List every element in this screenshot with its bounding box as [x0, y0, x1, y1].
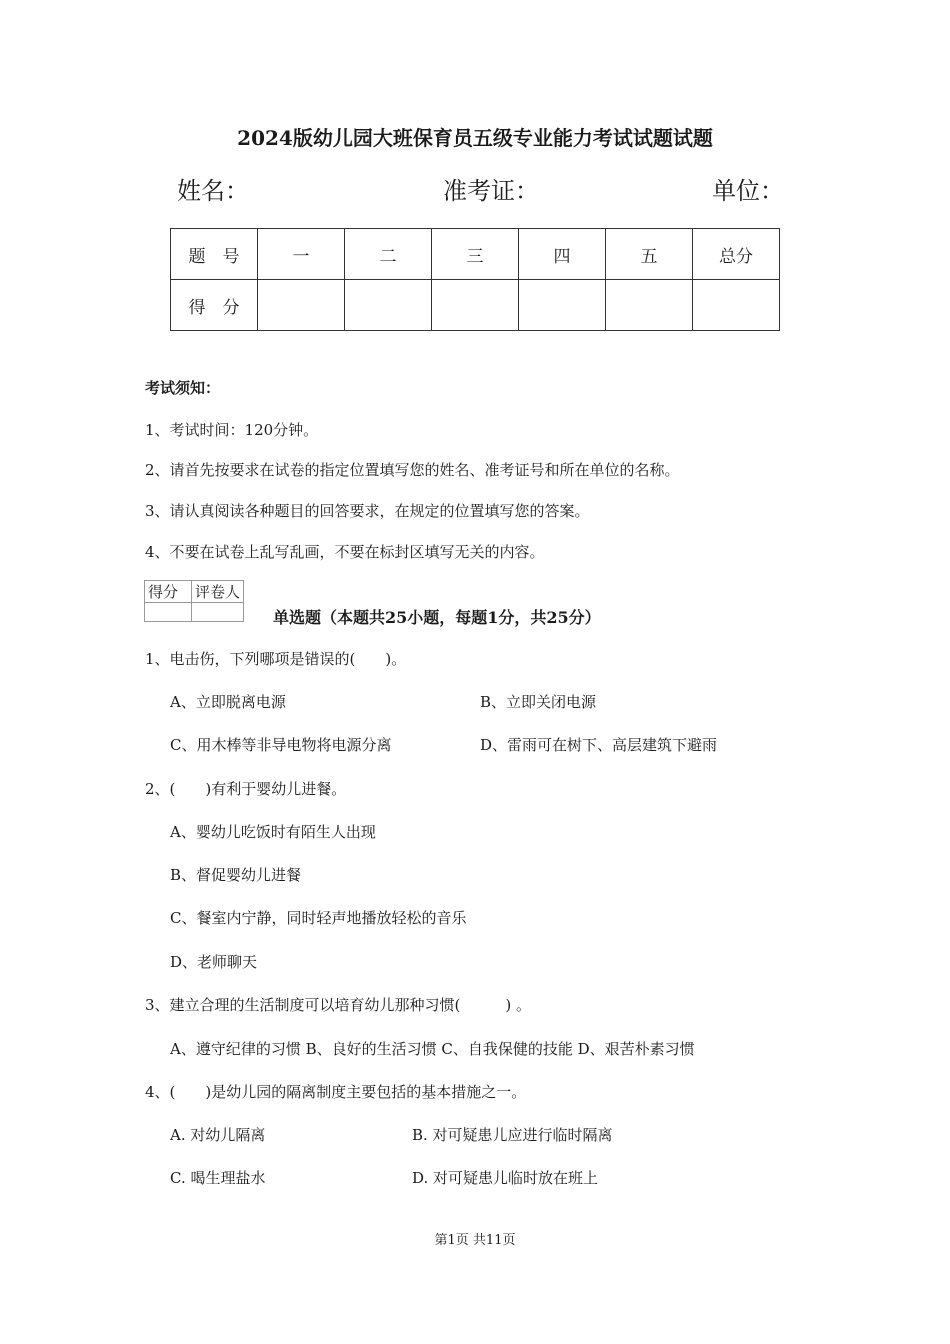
unit-label: 单位： [712, 177, 784, 205]
notice-item: 1、考试时间：120分钟。 [145, 421, 319, 439]
score-cell[interactable] [693, 280, 780, 331]
question-option[interactable]: B. 对可疑患儿应进行临时隔离 [412, 1126, 613, 1144]
score-header-cell: 四 [519, 229, 606, 280]
score-table [170, 228, 780, 331]
score-header-cell: 三 [432, 229, 519, 280]
question-options-line[interactable]: A、遵守纪律的习惯 B、良好的生活习惯 C、自我保健的技能 D、艰苦朴素习惯 [170, 1040, 695, 1058]
question-option[interactable]: D、老师聊天 [170, 953, 258, 971]
notice-item: 3、请认真阅读各种题目的回答要求，在规定的位置填写您的答案。 [145, 502, 590, 520]
grader-reviewer-cell[interactable] [192, 603, 244, 622]
score-header-cell: 总分 [693, 229, 780, 280]
question-stem: 1、电击伤，下列哪项是错误的( )。 [145, 650, 407, 668]
question-option[interactable]: A、婴幼儿吃饭时有陌生人出现 [170, 823, 376, 841]
score-table-score-row [171, 280, 780, 331]
grader-box [144, 580, 244, 622]
score-cell[interactable] [345, 280, 432, 331]
question-option[interactable]: A、立即脱离电源 [170, 693, 286, 711]
score-table-header-row [171, 229, 780, 280]
question-option[interactable]: D. 对可疑患儿临时放在班上 [412, 1169, 599, 1187]
question-option[interactable]: C. 喝生理盐水 [170, 1169, 266, 1187]
grader-score-cell[interactable] [145, 603, 192, 622]
grader-reviewer-label: 评卷人 [192, 581, 244, 603]
question-stem: 2、( )有利于婴幼儿进餐。 [145, 780, 347, 798]
score-header-cell: 二 [345, 229, 432, 280]
page-footer: 第1页 共11页 [434, 1233, 516, 1248]
question-option[interactable]: B、立即关闭电源 [480, 693, 597, 711]
notice-heading: 考试须知： [145, 379, 221, 397]
score-header-cell: 一 [258, 229, 345, 280]
notice-item: 2、请首先按要求在试卷的指定位置填写您的姓名、准考证号和所在单位的名称。 [145, 461, 680, 479]
score-cell[interactable] [258, 280, 345, 331]
score-row-label: 得 分 [171, 280, 258, 331]
section-title: 单选题（本题共25小题，每题1分，共25分） [273, 608, 601, 627]
grader-score-label: 得分 [145, 581, 192, 603]
page-title: 2024版幼儿园大班保育员五级专业能力考试试题试题 [237, 126, 713, 150]
score-cell[interactable] [606, 280, 693, 331]
question-option[interactable]: C、用木棒等非导电物将电源分离 [170, 736, 392, 754]
question-stem: 3、建立合理的生活制度可以培育幼儿那种习惯( ) 。 [145, 996, 532, 1014]
question-option[interactable]: C、餐室内宁静，同时轻声地播放轻松的音乐 [170, 909, 467, 927]
score-header-cell: 题 号 [171, 229, 258, 280]
notice-item: 4、不要在试卷上乱写乱画，不要在标封区填写无关的内容。 [145, 543, 545, 561]
question-option[interactable]: A. 对幼儿隔离 [170, 1126, 266, 1144]
question-option[interactable]: B、督促婴幼儿进餐 [170, 866, 302, 884]
score-cell[interactable] [519, 280, 606, 331]
name-label: 姓名： [177, 177, 249, 205]
score-header-cell: 五 [606, 229, 693, 280]
exam-id-label: 准考证： [443, 177, 539, 205]
score-cell[interactable] [432, 280, 519, 331]
question-option[interactable]: D、雷雨可在树下、高层建筑下避雨 [480, 736, 718, 754]
question-stem: 4、( )是幼儿园的隔离制度主要包括的基本措施之一。 [145, 1083, 527, 1101]
